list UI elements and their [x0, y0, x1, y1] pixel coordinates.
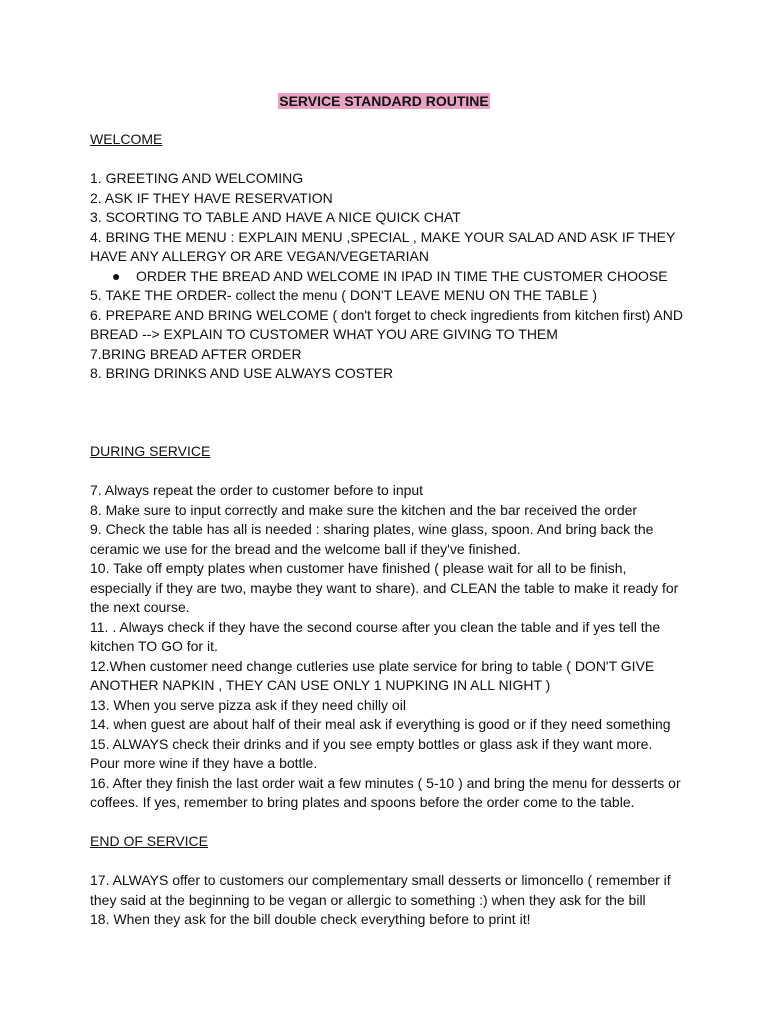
bullet-text: ORDER THE BREAD AND WELCOME IN IPAD IN TIME THE CUSTOMER CHOOSE: [136, 267, 668, 284]
list-item: 7. Always repeat the order to customer before to input: [90, 482, 424, 498]
list-item: 17. ALWAYS offer to customers our complementary small desserts or limoncello ( remember if: [90, 872, 671, 888]
list-item: especially if they are two, maybe they want to share). and CLEAN the table to make it ready for: [90, 579, 679, 596]
list-item: 10. Take off empty plates when customer have finished ( please wait for all to be finish,: [90, 560, 627, 576]
bullet-dot-icon: ●: [112, 267, 121, 284]
document-body: [90, 130, 690, 930]
list-item: 7.BRING BREAD AFTER ORDER: [90, 345, 302, 362]
list-item: they said at the beginning to be vegan or allergic to something :) when they ask for the bill: [90, 891, 646, 908]
list-item: HAVE ANY ALLERGY OR ARE VEGAN/VEGETARIAN: [90, 248, 429, 264]
section-heading-welcome: WELCOME: [90, 131, 163, 147]
section-heading-during-service: DURING SERVICE: [90, 443, 211, 459]
list-item: 15. ALWAYS check their drinks and if you see empty bottles or glass ask if they want more.: [90, 735, 653, 752]
document-title: SERVICE STANDARD ROUTINE: [279, 93, 489, 109]
list-item: 4. BRING THE MENU : EXPLAIN MENU ,SPECIAL , MAKE YOUR SALAD AND ASK IF THEY: [90, 228, 676, 245]
list-item: 8. Make sure to input correctly and make sure the kitchen and the bar received the order: [90, 501, 638, 518]
list-item: 6. PREPARE AND BRING WELCOME ( don't forget to check ingredients from kitchen first) AND: [90, 306, 683, 323]
list-item: 5. TAKE THE ORDER- collect the menu ( DON'T LEAVE MENU ON THE TABLE ): [90, 287, 598, 303]
list-item: 12.When customer need change cutleries use plate service for bring to table ( DON'T GIVE: [90, 657, 655, 674]
list-item: Pour more wine if they have a bottle.: [90, 755, 318, 771]
list-item: 9. Check the table has all is needed : sharing plates, wine glass, spoon. And bring back the: [90, 521, 654, 537]
list-item: 3. SCORTING TO TABLE AND HAVE A NICE QUICK CHAT: [90, 209, 461, 225]
list-item: 2. ASK IF THEY HAVE RESERVATION: [90, 189, 333, 206]
list-item: 8. BRING DRINKS AND USE ALWAYS COSTER: [90, 365, 394, 381]
list-item: coffees. If yes, remember to bring plates and spoons before the order come to the table.: [90, 794, 635, 810]
list-item: ANOTHER NAPKIN , THEY CAN USE ONLY 1 NUPKING IN ALL NIGHT ): [90, 677, 551, 693]
list-item: 1. GREETING AND WELCOMING: [90, 170, 304, 186]
list-item: 14. when guest are about half of their meal ask if everything is good or if they need something: [90, 716, 671, 732]
section-heading-end-of-service: END OF SERVICE: [90, 833, 208, 849]
list-item: BREAD --> EXPLAIN TO CUSTOMER WHAT YOU ARE GIVING TO THEM: [90, 326, 558, 342]
list-item: the next course.: [90, 599, 190, 615]
title-row: [0, 92, 768, 112]
list-item: ceramic we use for the bread and the welcome ball if they've finished.: [90, 540, 521, 557]
list-item: 11. . Always check if they have the second course after you clean the table and if yes tell the: [90, 618, 661, 635]
bullet-item: [90, 267, 690, 287]
list-item: 16. After they finish the last order wait a few minutes ( 5-10 ) and bring the menu for desserts or: [90, 774, 681, 791]
list-item: 18. When they ask for the bill double check everything before to print it!: [90, 911, 531, 927]
list-item: kitchen TO GO for it.: [90, 638, 218, 654]
list-item: 13. When you serve pizza ask if they need chilly oil: [90, 696, 406, 713]
